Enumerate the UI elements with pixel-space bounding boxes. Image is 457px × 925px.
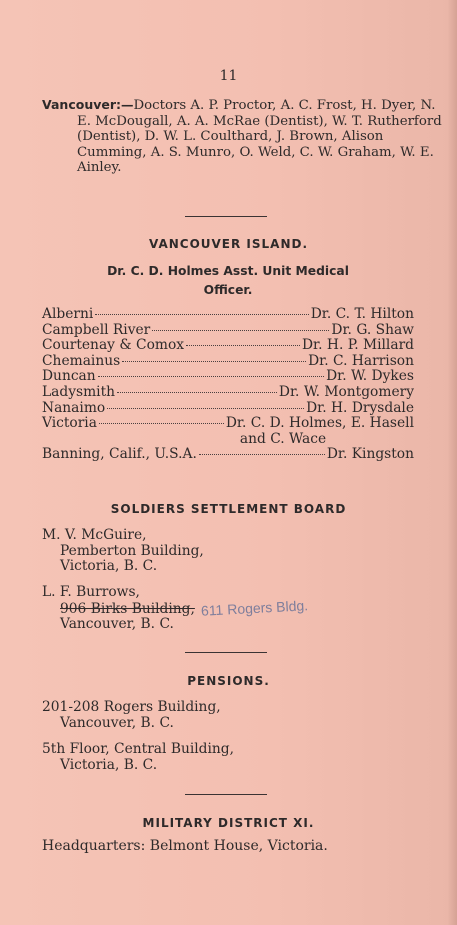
officer-row [42,369,414,385]
leader-dots [95,314,308,315]
page-number: 11 [219,68,238,84]
officer-place: Courtenay & Comox [42,337,185,354]
officer-place: Victoria [42,415,97,432]
contact-name: L. F. Burrows, [42,584,140,600]
military-district-heading: MILITARY DISTRICT XI. [142,816,315,830]
officer-row [42,307,414,323]
medical-officers-list [42,307,414,463]
soldiers-board-contact-1 [42,528,414,575]
officer-doctor: Dr. C. T. Hilton [310,306,414,322]
unit-medical-officer-subhead [40,262,416,300]
leader-dots [122,361,306,362]
officer-place: Duncan [42,368,96,385]
officer-row [42,385,414,401]
officer-row [42,323,414,339]
contact-city: Victoria, B. C. [60,558,158,574]
officer-doctor: Dr. C. D. Holmes, E. Hasell [225,415,414,432]
address-line: 201-208 Rogers Building, [42,699,221,715]
leader-dots [107,408,304,409]
pensions-address-1 [42,700,414,731]
leader-dots [186,345,300,346]
vancouver-lead: Vancouver:— [42,97,134,112]
officer-doctor: Dr. W. Dykes [326,368,414,385]
leader-dots [199,454,325,455]
officer-doctor: Dr. Kingston [326,446,414,463]
vancouver-island-heading: VANCOUVER ISLAND. [148,237,309,251]
rubber-stamp-address: 611 Rogers Bldg. [200,596,309,619]
officer-doctor: Dr. H. P. Millard [302,337,414,354]
address-city: Victoria, B. C. [60,756,158,773]
divider [185,652,267,653]
soldiers-board-contact-2 [42,585,414,633]
victoria-continuation: and C. Wace [239,430,327,447]
divider [185,216,267,217]
officer-doctor: Dr. H. Drysdale [306,399,414,416]
officer-doctor: Dr. G. Shaw [331,321,414,338]
pensions-address-2 [42,742,414,773]
officer-doctor: Dr. C. Harrison [308,352,414,369]
officer-place: Banning, Calif., U.S.A. [42,446,197,463]
officer-doctor: Dr. W. Montgomery [278,383,414,400]
vancouver-doctors-paragraph [42,97,449,176]
contact-name: M. V. McGuire, [42,527,147,543]
leader-dots [117,392,277,393]
leader-dots [98,376,324,377]
subhead-line-2: Officer. [203,283,253,297]
officer-place: Chemainus [42,352,121,369]
officer-row [42,338,414,354]
officer-place: Ladysmith [42,383,116,400]
officer-place: Campbell River [42,321,151,338]
address-city: Vancouver, B. C. [60,714,174,731]
subhead-line-1: Dr. C. D. Holmes Asst. Unit Medical [107,264,349,278]
contact-building-row [42,596,414,619]
leader-dots [152,330,329,331]
officer-row [42,447,414,463]
vancouver-doctors-text: Doctors A. P. Proctor, A. C. Frost, H. Dyer, N. E. McDougall, A. A. McRae (Dentist), W. T. Rutherford (Dentist), D. W. L. Coulthard, J. Brown, Alison Cumming, A. S. Munro, O. Weld, C. W. Graham, W. E. Ainley. [77,98,442,175]
officer-place: Nanaimo [42,399,106,416]
divider [185,794,267,795]
officer-row [42,354,414,370]
address-line: 5th Floor, Central Building, [42,741,235,757]
pensions-heading: PENSIONS. [187,674,270,688]
officer-place: Alberni [42,306,94,322]
contact-city: Vancouver, B. C. [60,616,174,632]
officer-row [42,401,414,417]
headquarters-line: Headquarters: Belmont House, Victoria. [42,838,328,854]
contact-building: Pemberton Building, [60,542,204,559]
struck-building: 906 Birks Building, [60,600,195,617]
leader-dots [99,423,224,424]
officer-row [42,416,414,432]
soldiers-settlement-board-heading: SOLDIERS SETTLEMENT BOARD [110,502,347,516]
